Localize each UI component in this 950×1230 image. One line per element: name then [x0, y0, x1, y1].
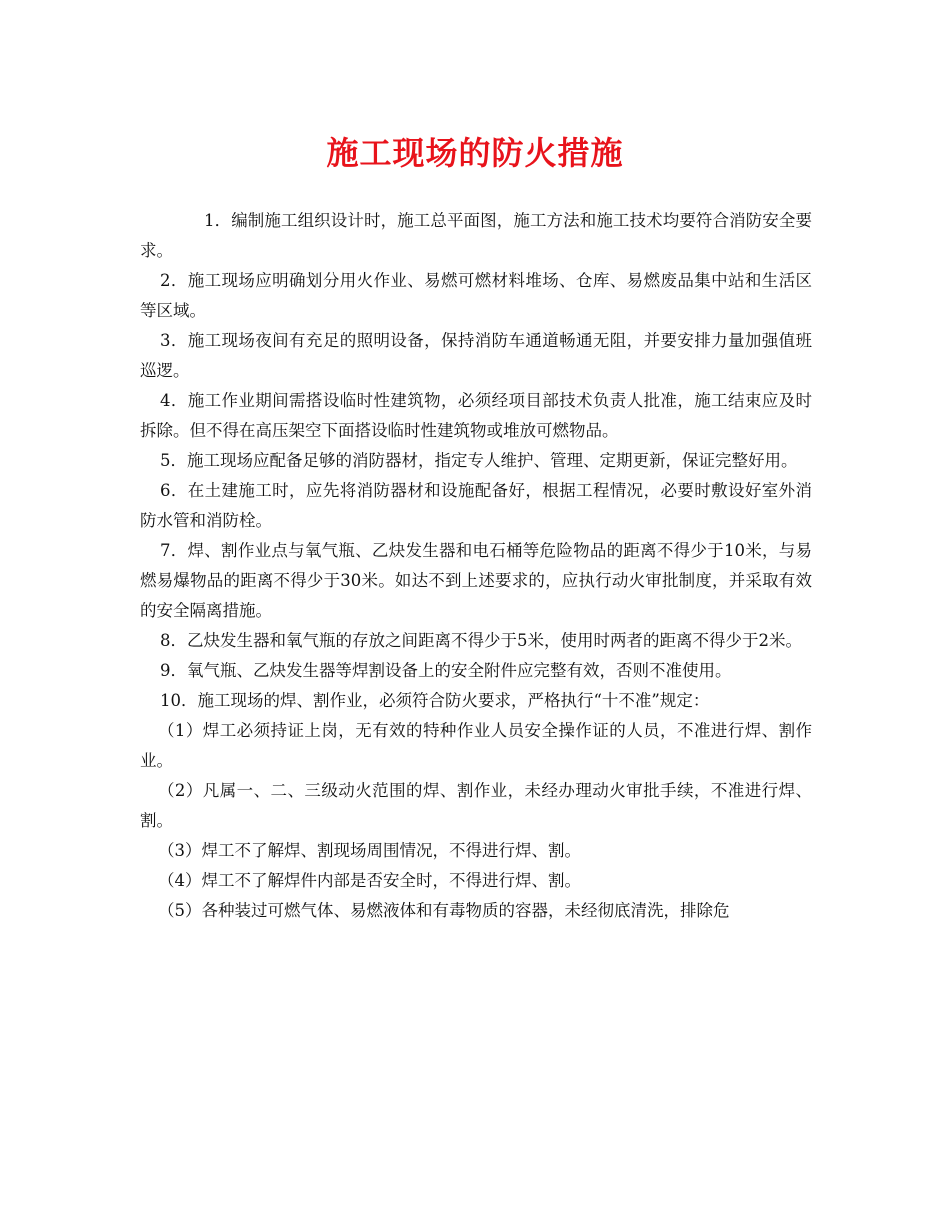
sub-item-5: （5）各种装过可燃气体、易燃液体和有毒物质的容器，未经彻底清洗，排除危 — [158, 901, 730, 920]
paragraph-item-9: 9．氧气瓶、乙炔发生器等焊割设备上的安全附件应完整有效，否则不准使用。 — [160, 661, 732, 680]
document-body — [140, 206, 812, 926]
sub-item-4: （4）焊工不了解焊件内部是否安全时，不得进行焊、割。 — [158, 871, 581, 890]
paragraph-item-5: 5．施工现场应配备足够的消防器材，指定专人维护、管理、定期更新，保证完整好用。 — [160, 451, 798, 470]
paragraph-item-1: 1．编制施工组织设计时，施工总平面图，施工方法和施工技术均要符合消防安全要求。 — [140, 211, 812, 260]
paragraph-item-7: 7．焊、割作业点与氧气瓶、乙炔发生器和电石桶等危险物品的距离不得少于10米，与易燃易爆物品的距离不得少于30米。如达不到上述要求的，应执行动火审批制度，并采取有效的安全隔离措施。 — [140, 541, 812, 620]
paragraph-item-10: 10．施工现场的焊、割作业，必须符合防火要求，严格执行“十不准”规定： — [160, 691, 710, 710]
sub-item-1: （1）焊工必须持证上岗，无有效的特种作业人员安全操作证的人员，不准进行焊、割作业。 — [140, 721, 812, 770]
paragraph-item-2: 2．施工现场应明确划分用火作业、易燃可燃材料堆场、仓库、易燃废品集中站和生活区等区域。 — [140, 271, 812, 320]
paragraph-item-4: 4．施工作业期间需搭设临时性建筑物，必须经项目部技术负责人批准，施工结束应及时拆除。但不得在高压架空下面搭设临时性建筑物或堆放可燃物品。 — [140, 391, 812, 440]
paragraph-item-8: 8．乙炔发生器和氧气瓶的存放之间距离不得少于5米，使用时两者的距离不得少于2米。 — [160, 631, 802, 650]
paragraph-item-6: 6．在土建施工时，应先将消防器材和设施配备好，根据工程情况，必要时敷设好室外消防水管和消防栓。 — [140, 481, 812, 530]
document-title: 施工现场的防火措施 — [326, 134, 624, 172]
paragraph-item-3: 3．施工现场夜间有充足的照明设备，保持消防车通道畅通无阻，并要安排力量加强值班巡逻。 — [140, 331, 812, 380]
sub-item-3: （3）焊工不了解焊、割现场周围情况，不得进行焊、割。 — [158, 841, 581, 860]
sub-item-2: （2）凡属一、二、三级动火范围的焊、割作业，未经办理动火审批手续，不准进行焊、割。 — [140, 781, 812, 830]
